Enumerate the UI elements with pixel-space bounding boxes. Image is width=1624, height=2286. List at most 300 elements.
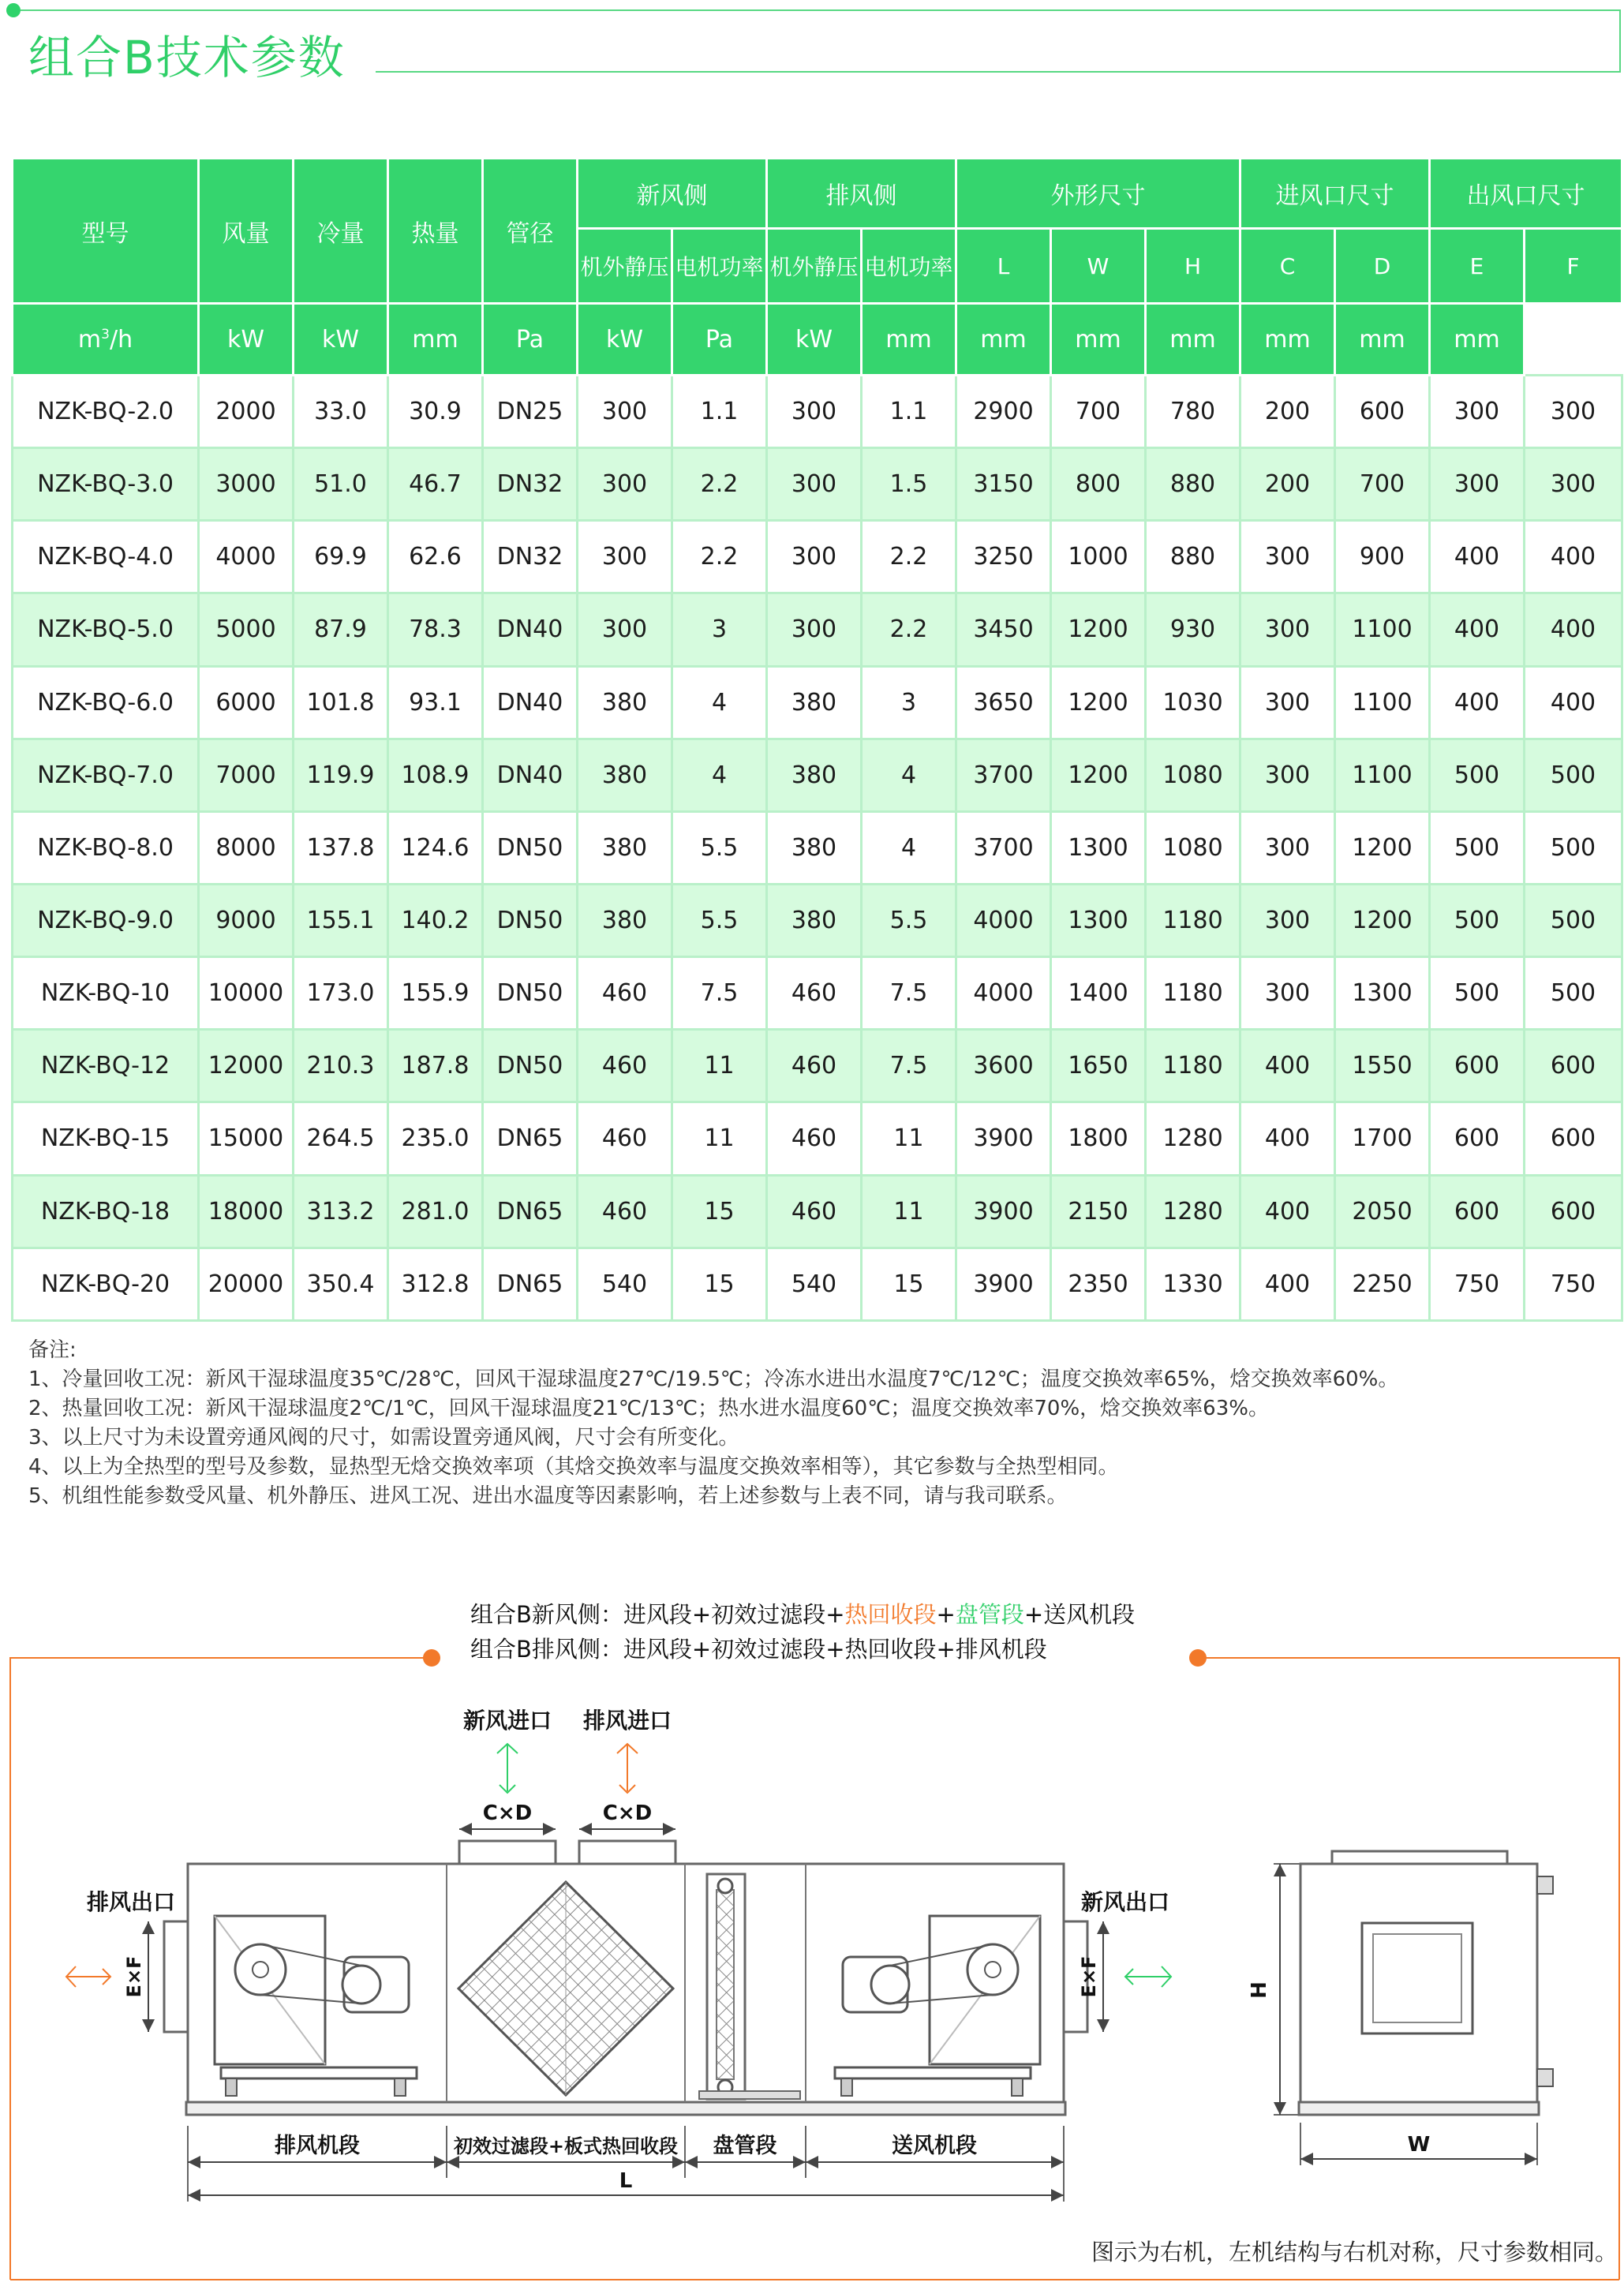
table-cell: 1080 (1146, 811, 1240, 884)
th-unit: kW (578, 304, 672, 376)
dim-H-label: H (1248, 1981, 1271, 1999)
table-cell: 46.7 (388, 448, 483, 521)
th-unit: mm (956, 304, 1051, 376)
th-exhaust-side: 排风侧 (767, 159, 956, 229)
page-title: 组合B技术参数 (28, 31, 346, 84)
exhaust-inlet-label: 排风进口 (582, 1708, 672, 1734)
table-cell: 3250 (956, 521, 1051, 593)
supply-fan-base (835, 2067, 1031, 2078)
table-cell: DN50 (483, 957, 578, 1030)
table-cell: DN50 (483, 884, 578, 956)
table-cell: 235.0 (388, 1102, 483, 1175)
table-cell: 400 (1430, 666, 1525, 739)
table-cell: 78.3 (388, 593, 483, 666)
table-cell: DN32 (483, 521, 578, 593)
th-cooling: 冷量 (294, 159, 388, 304)
table-cell: 7.5 (672, 957, 767, 1030)
table-cell: 18000 (199, 1175, 294, 1248)
th-unit: kW (767, 304, 862, 376)
table-cell: 1200 (1051, 666, 1146, 739)
table-cell: 62.6 (388, 521, 483, 593)
table-cell: 20000 (199, 1248, 294, 1320)
th-unit: mm (862, 304, 956, 376)
table-cell: 10000 (199, 957, 294, 1030)
th-unit: Pa (483, 304, 578, 376)
exhaust-outlet-collar (164, 1921, 188, 2032)
table-cell: 460 (578, 957, 672, 1030)
model-cell: NZK-BQ-20 (13, 1248, 199, 1320)
table-cell: 2.2 (672, 521, 767, 593)
table-cell: 108.9 (388, 739, 483, 811)
th-inlet-dim: 进风口尺寸 (1240, 159, 1430, 229)
table-cell: 15 (672, 1248, 767, 1320)
table-cell: 69.9 (294, 521, 388, 593)
table-row (13, 1030, 1622, 1102)
table-cell: DN32 (483, 448, 578, 521)
note-item: 1、冷量回收工况：新风干湿球温度35℃/28℃，回风干湿球温度27℃/19.5℃；冷冻水进出水温度7℃/12℃；温度交换效率65%，焓交换效率60%。 (28, 1367, 1399, 1391)
table-cell: 1100 (1335, 666, 1430, 739)
th-unit: kW (294, 304, 388, 376)
table-cell: 400 (1430, 521, 1525, 593)
table-cell: 11 (672, 1102, 767, 1175)
table-cell: 5.5 (672, 811, 767, 884)
table-cell: 5.5 (672, 884, 767, 956)
table-cell: 400 (1525, 521, 1622, 593)
table-cell: 12000 (199, 1030, 294, 1102)
th-H: H (1146, 229, 1240, 304)
table-cell: 1180 (1146, 1030, 1240, 1102)
table-cell: 780 (1146, 376, 1240, 448)
th-outlet-dim: 出风口尺寸 (1430, 159, 1622, 229)
table-cell: 1.1 (862, 376, 956, 448)
table-cell: 300 (578, 448, 672, 521)
table-cell: 2250 (1335, 1248, 1430, 1320)
table-cell: 500 (1525, 884, 1622, 956)
table-cell: 4000 (199, 521, 294, 593)
dim-W-label: W (1407, 2133, 1431, 2157)
table-cell: 15 (862, 1248, 956, 1320)
th-unit: mm (1430, 304, 1525, 376)
cxd-label-2: C×D (602, 1801, 653, 1825)
table-cell: 880 (1146, 448, 1240, 521)
table-cell: 460 (767, 1030, 862, 1102)
table-cell: 300 (767, 521, 862, 593)
coil-fins (717, 1890, 734, 2079)
table-cell: 400 (1240, 1248, 1335, 1320)
table-cell: 1700 (1335, 1102, 1430, 1175)
note-item: 3、以上尺寸为未设置旁通风阀的尺寸，如需设置旁通风阀，尺寸会有所变化。 (28, 1426, 739, 1450)
th-outer-dim: 外形尺寸 (956, 159, 1240, 229)
table-cell: 500 (1430, 884, 1525, 956)
table-cell: 3 (862, 666, 956, 739)
table-cell: 300 (578, 376, 672, 448)
table-cell: 380 (767, 884, 862, 956)
table-cell: 3700 (956, 811, 1051, 884)
table-cell: 600 (1430, 1030, 1525, 1102)
table-cell: 4000 (956, 884, 1051, 956)
table-cell: 460 (767, 957, 862, 1030)
table-cell: 1100 (1335, 739, 1430, 811)
table-row (13, 448, 1622, 521)
frame-dot-right (1189, 1649, 1207, 1667)
model-cell: NZK-BQ-8.0 (13, 811, 199, 884)
table-cell: 119.9 (294, 739, 388, 811)
table-row (13, 739, 1622, 811)
table-cell: 140.2 (388, 884, 483, 956)
table-cell: 187.8 (388, 1030, 483, 1102)
table-cell: 7.5 (862, 1030, 956, 1102)
note-item: 2、热量回收工况：新风干湿球温度2℃/1℃，回风干湿球温度21℃/13℃；热水进水温度60℃；温度交换效率70%，焓交换效率63%。 (28, 1397, 1269, 1420)
table-cell: 300 (767, 448, 862, 521)
table-cell: 500 (1525, 811, 1622, 884)
notes-title: 备注: (28, 1338, 77, 1362)
table-cell: 2050 (1335, 1175, 1430, 1248)
table-cell: 1080 (1146, 739, 1240, 811)
table-cell: 700 (1051, 376, 1146, 448)
table-cell: 2350 (1051, 1248, 1146, 1320)
fresh-inlet-arrow-icon (497, 1744, 518, 1793)
table-cell: 1200 (1335, 884, 1430, 956)
table-cell: 15000 (199, 1102, 294, 1175)
table-cell: 3000 (199, 448, 294, 521)
table-row (13, 666, 1622, 739)
table-row (13, 811, 1622, 884)
table-cell: DN65 (483, 1248, 578, 1320)
table-cell: 500 (1430, 811, 1525, 884)
th-unit: mm (1051, 304, 1146, 376)
diagram-caption: 图示为右机，左机结构与右机对称，尺寸参数相同。 (1091, 2239, 1618, 2265)
table-cell: 750 (1430, 1248, 1525, 1320)
table-cell: 312.8 (388, 1248, 483, 1320)
frame-dot-left (423, 1649, 440, 1667)
th-fresh-side: 新风侧 (578, 159, 767, 229)
segment-filter-heat: 初效过滤段+板式热回收段 (453, 2135, 679, 2157)
model-cell: NZK-BQ-4.0 (13, 521, 199, 593)
exhaust-outlet-arrow-icon (66, 1966, 110, 1987)
header-box (376, 9, 1621, 73)
table-cell: 880 (1146, 521, 1240, 593)
table-cell: 400 (1240, 1030, 1335, 1102)
th-heating: 热量 (388, 159, 483, 304)
table-cell: 7.5 (862, 957, 956, 1030)
side-view-base (1299, 2102, 1539, 2115)
th-unit: Pa (672, 304, 767, 376)
table-row (13, 1175, 1622, 1248)
model-cell: NZK-BQ-12 (13, 1030, 199, 1102)
side-view-top-collar (1332, 1851, 1507, 1864)
table-cell: 11 (672, 1030, 767, 1102)
side-view-pipe-bottom (1537, 2069, 1553, 2086)
inlet-collar-2 (579, 1841, 675, 1864)
table-cell: 2.2 (862, 593, 956, 666)
table-cell: 1200 (1051, 593, 1146, 666)
table-cell: 210.3 (294, 1030, 388, 1102)
th-E: E (1430, 229, 1525, 304)
table-cell: 3900 (956, 1248, 1051, 1320)
th-exhaust-static: 机外静压 (767, 229, 862, 304)
th-unit: mm (1335, 304, 1430, 376)
model-cell: NZK-BQ-2.0 (13, 376, 199, 448)
table-cell: 300 (1430, 376, 1525, 448)
table-cell: 600 (1430, 1102, 1525, 1175)
th-fresh-static: 机外静压 (578, 229, 672, 304)
table-cell: 380 (578, 811, 672, 884)
table-cell: 3650 (956, 666, 1051, 739)
table-cell: DN50 (483, 1030, 578, 1102)
table-cell: 3900 (956, 1175, 1051, 1248)
table-cell: 200 (1240, 376, 1335, 448)
table-cell: 380 (578, 739, 672, 811)
fresh-inlet-label: 新风进口 (462, 1708, 552, 1734)
table-cell: 313.2 (294, 1175, 388, 1248)
table-cell: 264.5 (294, 1102, 388, 1175)
table-cell: 300 (767, 593, 862, 666)
table-cell: DN40 (483, 739, 578, 811)
unit-diagram (0, 1689, 1624, 2241)
table-cell: 4 (862, 811, 956, 884)
table-cell: 1.5 (862, 448, 956, 521)
table-cell: 155.9 (388, 957, 483, 1030)
model-cell: NZK-BQ-5.0 (13, 593, 199, 666)
table-cell: 1300 (1051, 811, 1146, 884)
table-cell: 600 (1525, 1030, 1622, 1102)
table-cell: 380 (767, 811, 862, 884)
th-C: C (1240, 229, 1335, 304)
table-cell: 900 (1335, 521, 1430, 593)
exhaust-fan-base (221, 2067, 417, 2078)
table-cell: 380 (767, 739, 862, 811)
table-cell: 4 (672, 739, 767, 811)
notes (28, 1336, 1398, 1511)
model-cell: NZK-BQ-3.0 (13, 448, 199, 521)
table-cell: 460 (578, 1030, 672, 1102)
table-cell: 4 (672, 666, 767, 739)
table-cell: 30.9 (388, 376, 483, 448)
table-cell: 300 (1525, 448, 1622, 521)
table-cell: DN65 (483, 1102, 578, 1175)
table-cell: 11 (862, 1102, 956, 1175)
table-cell: 137.8 (294, 811, 388, 884)
table-cell: 8000 (199, 811, 294, 884)
exf-left-label: E×F (123, 1955, 145, 1998)
table-cell: 750 (1525, 1248, 1622, 1320)
table-cell: 51.0 (294, 448, 388, 521)
cxd-label-1: C×D (482, 1801, 533, 1825)
table-cell: 1200 (1335, 811, 1430, 884)
table-cell: 300 (1525, 376, 1622, 448)
model-cell: NZK-BQ-7.0 (13, 739, 199, 811)
table-cell: 400 (1240, 1175, 1335, 1248)
table-cell: 7000 (199, 739, 294, 811)
table-cell: 300 (1240, 957, 1335, 1030)
table-cell: 124.6 (388, 811, 483, 884)
table-cell: 300 (1240, 593, 1335, 666)
table-row (13, 376, 1622, 448)
th-unit: kW (199, 304, 294, 376)
fresh-outlet-label: 新风出口 (1080, 1889, 1170, 1915)
note-item: 5、机组性能参数受风量、机外静压、进风工况、进出水温度等因素影响，若上述参数与上表不同，请与我司联系。 (28, 1484, 1068, 1508)
table-cell: 1180 (1146, 957, 1240, 1030)
table-cell: 1400 (1051, 957, 1146, 1030)
th-fresh-motor: 电机功率 (672, 229, 767, 304)
table-cell: 5000 (199, 593, 294, 666)
table-cell: 600 (1525, 1175, 1622, 1248)
table-cell: DN40 (483, 593, 578, 666)
table-cell: 600 (1525, 1102, 1622, 1175)
spec-table (11, 157, 1623, 1322)
table-cell: 3600 (956, 1030, 1051, 1102)
inlet-collar-1 (459, 1841, 556, 1864)
table-cell: 380 (578, 666, 672, 739)
table-cell: 3 (672, 593, 767, 666)
th-airflow-unit: $m^3/h$ (13, 304, 199, 376)
table-cell: 4000 (956, 957, 1051, 1030)
table-cell: 300 (1240, 521, 1335, 593)
table-row (13, 521, 1622, 593)
table-cell: 460 (767, 1175, 862, 1248)
table-row (13, 593, 1622, 666)
fresh-outlet-arrow-icon (1125, 1966, 1171, 1987)
exf-right-label: E×F (1078, 1955, 1100, 1998)
table-cell: 500 (1525, 739, 1622, 811)
table-cell: DN65 (483, 1175, 578, 1248)
model-cell: NZK-BQ-9.0 (13, 884, 199, 956)
table-cell: 460 (767, 1102, 862, 1175)
table-cell: 1000 (1051, 521, 1146, 593)
table-cell: 1300 (1335, 957, 1430, 1030)
table-cell: 101.8 (294, 666, 388, 739)
table-cell: 540 (578, 1248, 672, 1320)
combo-fresh-line: 组合B新风侧：进风段+初效过滤段+热回收段+盘管段+送风机段 (470, 1601, 1136, 1628)
table-cell: 87.9 (294, 593, 388, 666)
table-cell: DN50 (483, 811, 578, 884)
th-L: L (956, 229, 1051, 304)
table-cell: 6000 (199, 666, 294, 739)
table-cell: 300 (767, 376, 862, 448)
table-cell: 1280 (1146, 1175, 1240, 1248)
segment-exhaust-fan: 排风机段 (275, 2134, 360, 2158)
table-cell: 800 (1051, 448, 1146, 521)
table-cell: 300 (1240, 811, 1335, 884)
table-cell: 300 (1240, 884, 1335, 956)
table-cell: 2.2 (862, 521, 956, 593)
table-cell: 460 (578, 1102, 672, 1175)
coil-header-top (718, 1879, 732, 1893)
th-unit: mm (1240, 304, 1335, 376)
table-row (13, 957, 1622, 1030)
table-cell: 1100 (1335, 593, 1430, 666)
table-cell: 380 (578, 884, 672, 956)
table-cell: 500 (1525, 957, 1622, 1030)
th-F: F (1525, 229, 1622, 304)
model-cell: NZK-BQ-15 (13, 1102, 199, 1175)
note-item: 4、以上为全热型的型号及参数，显热型无焓交换效率项（其焓交换效率与温度交换效率相等），其它参数与全热型相同。 (28, 1455, 1119, 1479)
table-cell: 3150 (956, 448, 1051, 521)
table-cell: 400 (1240, 1102, 1335, 1175)
th-unit: mm (1146, 304, 1240, 376)
th-model: 型号 (13, 159, 199, 304)
table-cell: 3450 (956, 593, 1051, 666)
header-dot (6, 3, 21, 17)
exhaust-inlet-arrow-icon (617, 1744, 638, 1793)
table-cell: 300 (1430, 448, 1525, 521)
table-cell: 460 (578, 1175, 672, 1248)
table-cell: 500 (1430, 957, 1525, 1030)
table-cell: 1.1 (672, 376, 767, 448)
table-cell: 2.2 (672, 448, 767, 521)
th-D: D (1335, 229, 1430, 304)
model-cell: NZK-BQ-18 (13, 1175, 199, 1248)
table-row (13, 1102, 1622, 1175)
table-cell: 15 (672, 1175, 767, 1248)
side-view-pipe-top (1537, 1876, 1553, 1894)
table-cell: 1800 (1051, 1102, 1146, 1175)
table-cell: 1550 (1335, 1030, 1430, 1102)
segment-coil: 盘管段 (713, 2134, 777, 2158)
table-cell: 600 (1335, 376, 1430, 448)
spec-table-body (13, 376, 1622, 1321)
table-cell: 540 (767, 1248, 862, 1320)
table-row (13, 884, 1622, 956)
table-cell: 2150 (1051, 1175, 1146, 1248)
table-cell: 2000 (199, 376, 294, 448)
th-airflow: 风量 (199, 159, 294, 304)
table-cell: 1200 (1051, 739, 1146, 811)
dim-L-label: L (619, 2169, 633, 2193)
table-cell: DN25 (483, 376, 578, 448)
th-exhaust-motor: 电机功率 (862, 229, 956, 304)
table-cell: 3700 (956, 739, 1051, 811)
table-cell: 500 (1430, 739, 1525, 811)
table-cell: 1280 (1146, 1102, 1240, 1175)
table-cell: 1650 (1051, 1030, 1146, 1102)
table-cell: 700 (1335, 448, 1430, 521)
table-cell: 600 (1430, 1175, 1525, 1248)
model-cell: NZK-BQ-6.0 (13, 666, 199, 739)
exhaust-outlet-label: 排风出口 (86, 1889, 176, 1915)
table-cell: 1030 (1146, 666, 1240, 739)
table-cell: 300 (1240, 739, 1335, 811)
th-W: W (1051, 229, 1146, 304)
table-cell: 93.1 (388, 666, 483, 739)
table-cell: 11 (862, 1175, 956, 1248)
segment-supply-fan: 送风机段 (892, 2134, 977, 2158)
drain-pan (699, 2091, 800, 2099)
table-cell: 2900 (956, 376, 1051, 448)
table-cell: 400 (1525, 593, 1622, 666)
table-cell: 380 (767, 666, 862, 739)
table-cell: DN40 (483, 666, 578, 739)
table-cell: 155.1 (294, 884, 388, 956)
table-cell: 200 (1240, 448, 1335, 521)
table-cell: 281.0 (388, 1175, 483, 1248)
table-cell: 350.4 (294, 1248, 388, 1320)
table-cell: 5.5 (862, 884, 956, 956)
combo-exhaust-line: 组合B排风侧：进风段+初效过滤段+热回收段+排风机段 (470, 1636, 1047, 1663)
table-cell: 400 (1430, 593, 1525, 666)
table-cell: 300 (1240, 666, 1335, 739)
table-cell: 1330 (1146, 1248, 1240, 1320)
table-cell: 300 (578, 521, 672, 593)
table-cell: 3900 (956, 1102, 1051, 1175)
unit-base (186, 2102, 1065, 2115)
table-cell: 930 (1146, 593, 1240, 666)
model-cell: NZK-BQ-10 (13, 957, 199, 1030)
table-cell: 9000 (199, 884, 294, 956)
table-cell: 33.0 (294, 376, 388, 448)
table-cell: 300 (578, 593, 672, 666)
table-cell: 400 (1525, 666, 1622, 739)
